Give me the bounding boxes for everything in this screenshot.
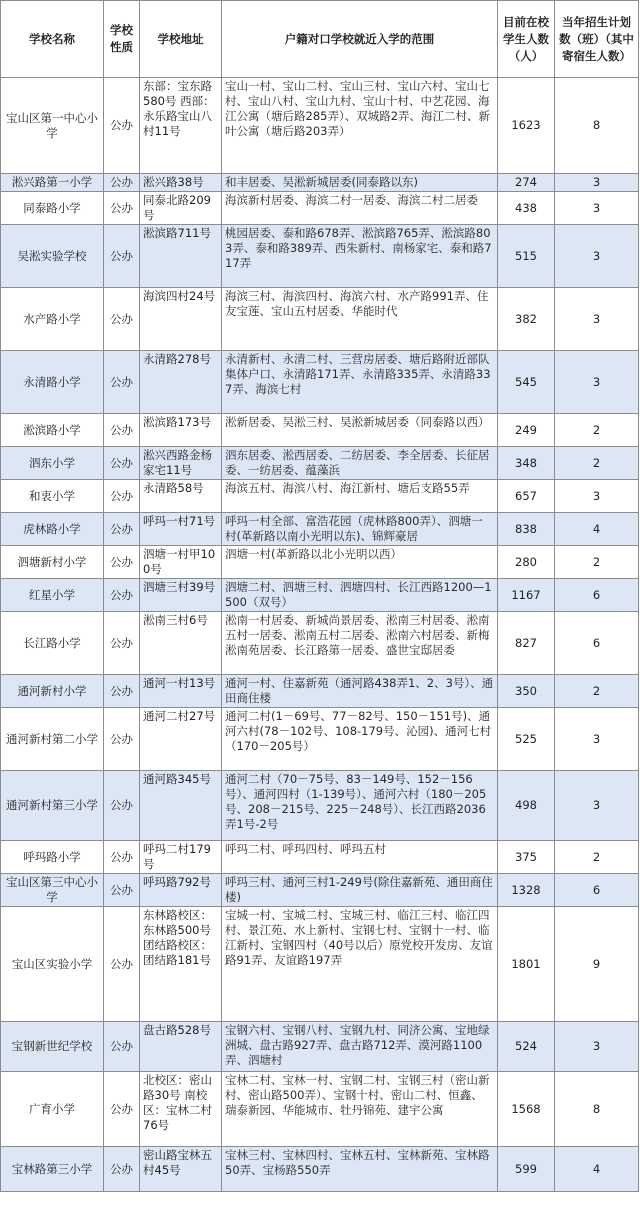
table-row [1, 225, 639, 288]
cell-school-address: 盘古路528号 [140, 1022, 222, 1072]
cell-enrollment-scope: 海滨五村、海滨八村、海江新村、塘后支路55弄 [222, 480, 498, 513]
cell-school-name: 吴淞实验学校 [1, 225, 104, 288]
cell-school-name: 水产路小学 [1, 288, 104, 351]
table-row [1, 1147, 639, 1192]
cell-school-type: 公办 [104, 225, 140, 288]
cell-school-name: 广育小学 [1, 1072, 104, 1147]
cell-school-name: 淞兴路第一小学 [1, 174, 104, 192]
header-student-count: 目前在校学生人数（人） [498, 1, 555, 78]
cell-enrollment-plan: 2 [555, 447, 639, 480]
table-row [1, 480, 639, 513]
table-body [1, 78, 639, 1192]
cell-enrollment-plan: 3 [555, 288, 639, 351]
cell-school-type: 公办 [104, 1147, 140, 1192]
table-row [1, 78, 639, 174]
cell-enrollment-scope: 呼玛二村、呼玛四村、呼玛五村 [222, 841, 498, 874]
cell-student-count: 524 [498, 1022, 555, 1072]
cell-enrollment-scope: 海滨新村居委、海滨二村一居委、海滨二村二居委 [222, 192, 498, 225]
cell-school-type: 公办 [104, 414, 140, 447]
header-school-address: 学校地址 [140, 1, 222, 78]
cell-school-address: 呼玛一村71号 [140, 513, 222, 546]
cell-student-count: 348 [498, 447, 555, 480]
cell-enrollment-plan: 2 [555, 675, 639, 708]
cell-enrollment-plan: 2 [555, 841, 639, 874]
cell-enrollment-scope: 泗塘一村(革新路以北小光明以西） [222, 546, 498, 579]
table-row [1, 612, 639, 675]
cell-enrollment-plan: 2 [555, 546, 639, 579]
cell-enrollment-plan: 3 [555, 192, 639, 225]
table-row [1, 351, 639, 414]
cell-school-type: 公办 [104, 513, 140, 546]
cell-school-address: 海滨四村24号 [140, 288, 222, 351]
cell-enrollment-plan: 6 [555, 579, 639, 612]
table-row [1, 771, 639, 841]
cell-student-count: 599 [498, 1147, 555, 1192]
cell-school-type: 公办 [104, 675, 140, 708]
cell-school-name: 同泰路小学 [1, 192, 104, 225]
cell-school-type: 公办 [104, 1022, 140, 1072]
cell-school-type: 公办 [104, 480, 140, 513]
cell-school-name: 虎林路小学 [1, 513, 104, 546]
cell-student-count: 438 [498, 192, 555, 225]
cell-school-name: 宝林路第三小学 [1, 1147, 104, 1192]
table-row [1, 841, 639, 874]
cell-school-address: 东林路校区：东林路500号 团结路校区：团结路181号 [140, 907, 222, 1022]
cell-school-type: 公办 [104, 708, 140, 771]
cell-school-type: 公办 [104, 447, 140, 480]
cell-enrollment-scope: 永清新村、永清二村、三营房居委、塘后路附近部队集体户口、永清路171弄、永清路335弄、永清路337弄、海滨七村 [222, 351, 498, 414]
cell-school-type: 公办 [104, 174, 140, 192]
cell-student-count: 1801 [498, 907, 555, 1022]
cell-student-count: 1568 [498, 1072, 555, 1147]
table-row [1, 192, 639, 225]
cell-enrollment-scope: 和丰居委、吴淞新城居委(同泰路以东) [222, 174, 498, 192]
cell-enrollment-scope: 呼玛三村、通河三村1-249号(除住嘉新苑、通田商住楼) [222, 874, 498, 907]
cell-enrollment-plan: 2 [555, 414, 639, 447]
cell-school-type: 公办 [104, 841, 140, 874]
cell-student-count: 249 [498, 414, 555, 447]
header-school-name: 学校名称 [1, 1, 104, 78]
cell-school-name: 宝山区实验小学 [1, 907, 104, 1022]
cell-school-address: 通河路345号 [140, 771, 222, 841]
cell-school-address: 通河二村27号 [140, 708, 222, 771]
cell-school-address: 呼玛路792号 [140, 874, 222, 907]
cell-school-name: 和衷小学 [1, 480, 104, 513]
cell-enrollment-plan: 3 [555, 1022, 639, 1072]
cell-student-count: 657 [498, 480, 555, 513]
cell-school-name: 永清路小学 [1, 351, 104, 414]
cell-school-type: 公办 [104, 907, 140, 1022]
cell-school-name: 泗塘新村小学 [1, 546, 104, 579]
cell-school-address: 东部：宝东路580号 西部：永乐路宝山八村11号 [140, 78, 222, 174]
cell-enrollment-scope: 宝林二村、宝林一村、宝钢二村、宝钢三村（密山新村、密山路500弄）、宝钢十村、密山二村、恒鑫、瑞泰新园、华能城市、牡丹锦苑、建宇公寓 [222, 1072, 498, 1147]
cell-enrollment-plan: 3 [555, 771, 639, 841]
table-row [1, 447, 639, 480]
cell-enrollment-plan: 3 [555, 225, 639, 288]
table-row [1, 675, 639, 708]
table-row [1, 708, 639, 771]
table-row [1, 513, 639, 546]
cell-student-count: 375 [498, 841, 555, 874]
cell-student-count: 1167 [498, 579, 555, 612]
cell-school-type: 公办 [104, 351, 140, 414]
cell-school-name: 通河新村第二小学 [1, 708, 104, 771]
cell-student-count: 827 [498, 612, 555, 675]
cell-enrollment-scope: 通河二村(1－69号、77－82号、150－151号)、通河六村(78－102号、108-179号、沁园)、通河七村（170－205号） [222, 708, 498, 771]
cell-school-name: 宝钢新世纪学校 [1, 1022, 104, 1072]
cell-school-address: 永清路278号 [140, 351, 222, 414]
table-row [1, 288, 639, 351]
cell-student-count: 515 [498, 225, 555, 288]
cell-school-address: 淞滨路173号 [140, 414, 222, 447]
cell-enrollment-scope: 通河二村（70－75号、83－149号、152－156号）、通河四村（1-139号）、通河六村（180－205号、208－215号、225－248号）、长江西路2036弄1号-2号 [222, 771, 498, 841]
cell-school-address: 淞兴西路金杨家宅11号 [140, 447, 222, 480]
cell-school-address: 淞兴路38号 [140, 174, 222, 192]
cell-enrollment-scope: 淞新居委、吴淞三村、吴淞新城居委（同泰路以西） [222, 414, 498, 447]
cell-school-name: 宝山区第一中心小学 [1, 78, 104, 174]
cell-school-address: 通河一村13号 [140, 675, 222, 708]
cell-enrollment-scope: 宝城一村、宝城二村、宝城三村、临江三村、临江四村、景江苑、水上新村、宝钢七村、宝钢十一村、临江新村、宝钢四村（40号以后）原党校开发房、友谊路91弄、友谊路197弄 [222, 907, 498, 1022]
cell-school-name: 长江路小学 [1, 612, 104, 675]
cell-enrollment-scope: 海滨三村、海滨四村、海滨六村、水产路991弄、住友宝莲、宝山五村居委、华能时代 [222, 288, 498, 351]
cell-enrollment-plan: 3 [555, 174, 639, 192]
cell-enrollment-scope: 宝林三村、宝林四村、宝林五村、宝林新苑、宝林路50弄、宝杨路550弄 [222, 1147, 498, 1192]
table-row [1, 579, 639, 612]
cell-school-type: 公办 [104, 1072, 140, 1147]
cell-student-count: 1623 [498, 78, 555, 174]
table-row [1, 174, 639, 192]
cell-student-count: 525 [498, 708, 555, 771]
table-row [1, 1072, 639, 1147]
cell-school-name: 呼玛路小学 [1, 841, 104, 874]
table-row [1, 874, 639, 907]
cell-enrollment-plan: 3 [555, 708, 639, 771]
cell-school-name: 宝山区第三中心小学 [1, 874, 104, 907]
cell-school-name: 泗东小学 [1, 447, 104, 480]
cell-school-address: 北校区：密山路30号 南校区：宝林二村76号 [140, 1072, 222, 1147]
table-row [1, 546, 639, 579]
cell-student-count: 274 [498, 174, 555, 192]
cell-enrollment-scope: 泗东居委、淞西居委、二纺居委、李全居委、长征居委、一纺居委、蕴藻浜 [222, 447, 498, 480]
table-row [1, 414, 639, 447]
cell-enrollment-plan: 6 [555, 612, 639, 675]
cell-student-count: 280 [498, 546, 555, 579]
cell-school-address: 密山路宝林五村45号 [140, 1147, 222, 1192]
cell-school-address: 呼玛二村179号 [140, 841, 222, 874]
cell-school-type: 公办 [104, 579, 140, 612]
header-enrollment-scope: 户籍对口学校就近入学的范围 [222, 1, 498, 78]
cell-enrollment-scope: 宝钢六村、宝钢八村、宝钢九村、同济公寓、宝地绿洲城、盘古路927弄、盘古路712弄、漠河路1100弄、泗塘村 [222, 1022, 498, 1072]
cell-enrollment-scope: 宝山一村、宝山二村、宝山三村、宝山六村、宝山七村、宝山八村、宝山九村、宝山十村、中艺花园、海江公寓（塘后路285弄）、双城路2弄、海江二村、新叶公寓（塘后路203弄） [222, 78, 498, 174]
cell-school-type: 公办 [104, 192, 140, 225]
cell-school-type: 公办 [104, 874, 140, 907]
cell-enrollment-plan: 3 [555, 351, 639, 414]
cell-enrollment-scope: 桃园居委、泰和路678弄、淞滨路765弄、淞滨路803弄、泰和路389弄、西朱新村、南杨家宅、泰和路717弄 [222, 225, 498, 288]
cell-student-count: 545 [498, 351, 555, 414]
cell-enrollment-plan: 9 [555, 907, 639, 1022]
cell-school-type: 公办 [104, 78, 140, 174]
cell-student-count: 838 [498, 513, 555, 546]
cell-enrollment-plan: 6 [555, 874, 639, 907]
cell-enrollment-plan: 4 [555, 1147, 639, 1192]
cell-student-count: 1328 [498, 874, 555, 907]
cell-school-address: 泗塘一村甲100号 [140, 546, 222, 579]
cell-school-name: 淞滨路小学 [1, 414, 104, 447]
cell-school-type: 公办 [104, 288, 140, 351]
cell-enrollment-scope: 呼玛一村全部、富浩花园（虎林路800弄）、泗塘一村(革新路以南小光明以东)、锦辉豪居 [222, 513, 498, 546]
table-row [1, 1022, 639, 1072]
cell-enrollment-plan: 4 [555, 513, 639, 546]
table-header-row [1, 1, 639, 78]
cell-enrollment-plan: 3 [555, 480, 639, 513]
cell-school-name: 红星小学 [1, 579, 104, 612]
table-row [1, 907, 639, 1022]
cell-school-name: 通河新村第三小学 [1, 771, 104, 841]
cell-student-count: 350 [498, 675, 555, 708]
cell-school-address: 同泰北路209号 [140, 192, 222, 225]
cell-student-count: 382 [498, 288, 555, 351]
cell-enrollment-plan: 8 [555, 78, 639, 174]
cell-school-address: 永清路58号 [140, 480, 222, 513]
cell-school-type: 公办 [104, 771, 140, 841]
cell-student-count: 498 [498, 771, 555, 841]
cell-school-type: 公办 [104, 546, 140, 579]
cell-school-address: 淞南三村6号 [140, 612, 222, 675]
header-school-type: 学校性质 [104, 1, 140, 78]
cell-school-address: 淞滨路711号 [140, 225, 222, 288]
cell-enrollment-scope: 淞南一村居委、新城尚景居委、淞南三村居委、淞南五村一居委、淞南五村二居委、淞南六村居委、新梅淞南苑居委、长江路第一居委、盛世宝邸居委 [222, 612, 498, 675]
cell-school-type: 公办 [104, 612, 140, 675]
cell-school-name: 通河新村小学 [1, 675, 104, 708]
cell-enrollment-scope: 泗塘二村、泗塘三村、泗塘四村、长江西路1200—1500（双号） [222, 579, 498, 612]
cell-enrollment-plan: 8 [555, 1072, 639, 1147]
cell-enrollment-scope: 通河一村、住嘉新苑（通河路438弄1、2、3号）、通田商住楼 [222, 675, 498, 708]
cell-school-address: 泗塘三村39号 [140, 579, 222, 612]
header-enrollment-plan: 当年招生计划数（班）（其中寄宿生人数） [555, 1, 639, 78]
